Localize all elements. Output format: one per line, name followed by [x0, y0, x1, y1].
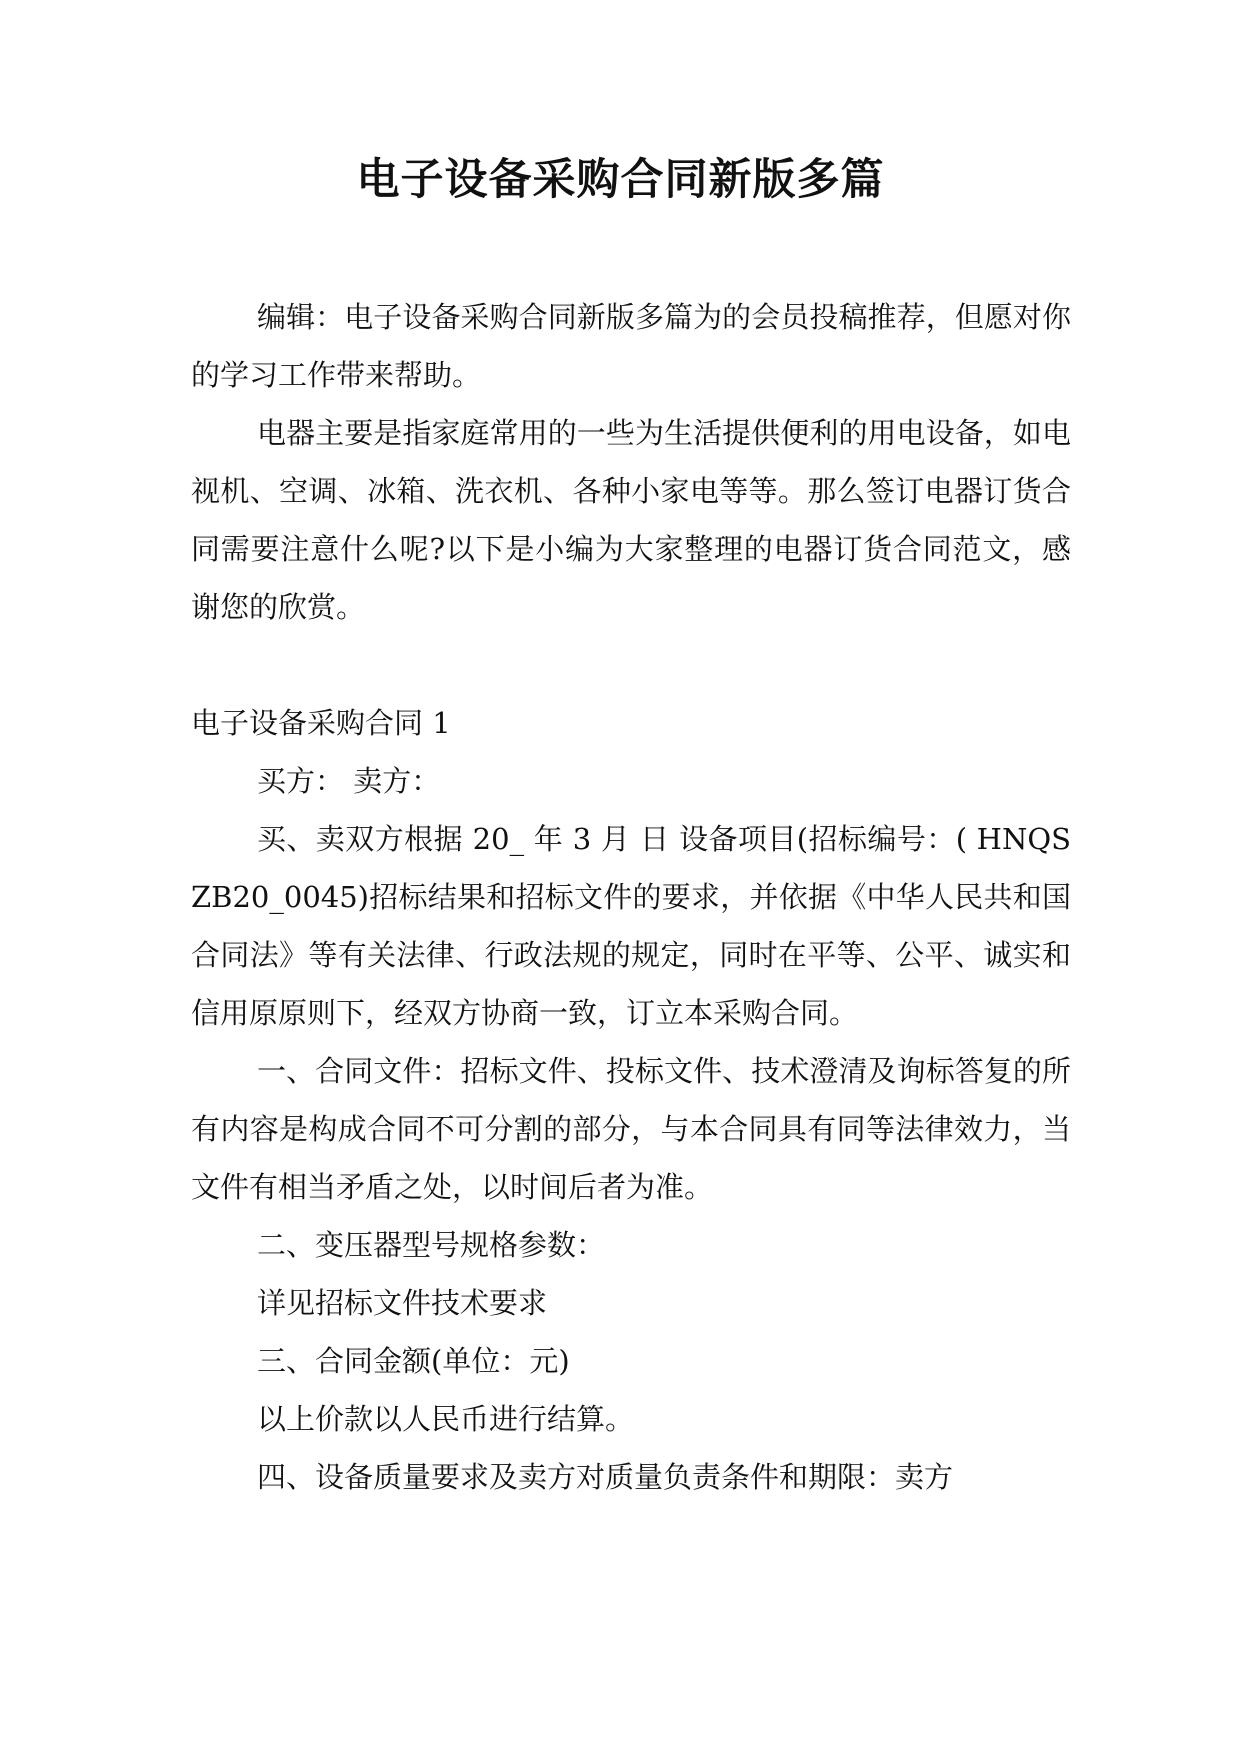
document-body — [191, 288, 1071, 1506]
document-title: 电子设备采购合同新版多篇 — [356, 155, 885, 205]
parties-line: 买方： 卖方： — [257, 764, 441, 798]
paragraph-gap — [191, 636, 1071, 694]
clause-2-heading: 二、变压器型号规格参数： — [257, 1228, 606, 1262]
clause-4-paragraph: 四、设备质量要求及卖方对质量负责条件和期限：卖方 — [257, 1460, 954, 1494]
section-heading: 电子设备采购合同 1 — [191, 706, 451, 740]
intro-paragraph: 电器主要是指家庭常用的一些为生活提供便利的用电设备，如电视机、空调、冰箱、洗衣机、各种小家电等等。那么签订电器订货合同需要注意什么呢?以下是小编为大家整理的电器订货合同范文，感谢您的欣赏。 — [191, 416, 1071, 624]
clause-3-heading: 三、合同金额(单位：元) — [257, 1344, 570, 1378]
preamble-paragraph: 买、卖双方根据 20_ 年 3 月 日 设备项目(招标编号：( HNQSZB20_0045)招标结果和招标文件的要求，并依据《中华人民共和国合同法》等有关法律、行政法规的规定，同时在平等、公平、诚实和信用原原则下，经双方协商一致，订立本采购合同。 — [191, 822, 1071, 1030]
clause-3-detail: 以上价款以人民币进行结算。 — [257, 1402, 635, 1436]
editor-note-paragraph: 编辑：电子设备采购合同新版多篇为的会员投稿推荐，但愿对你的学习工作带来帮助。 — [191, 300, 1071, 392]
clause-2-detail: 详见招标文件技术要求 — [257, 1286, 548, 1320]
clause-1-paragraph: 一、合同文件：招标文件、投标文件、技术澄清及询标答复的所有内容是构成合同不可分割的部分，与本合同具有同等法律效力，当文件有相当矛盾之处，以时间后者为准。 — [191, 1054, 1071, 1204]
